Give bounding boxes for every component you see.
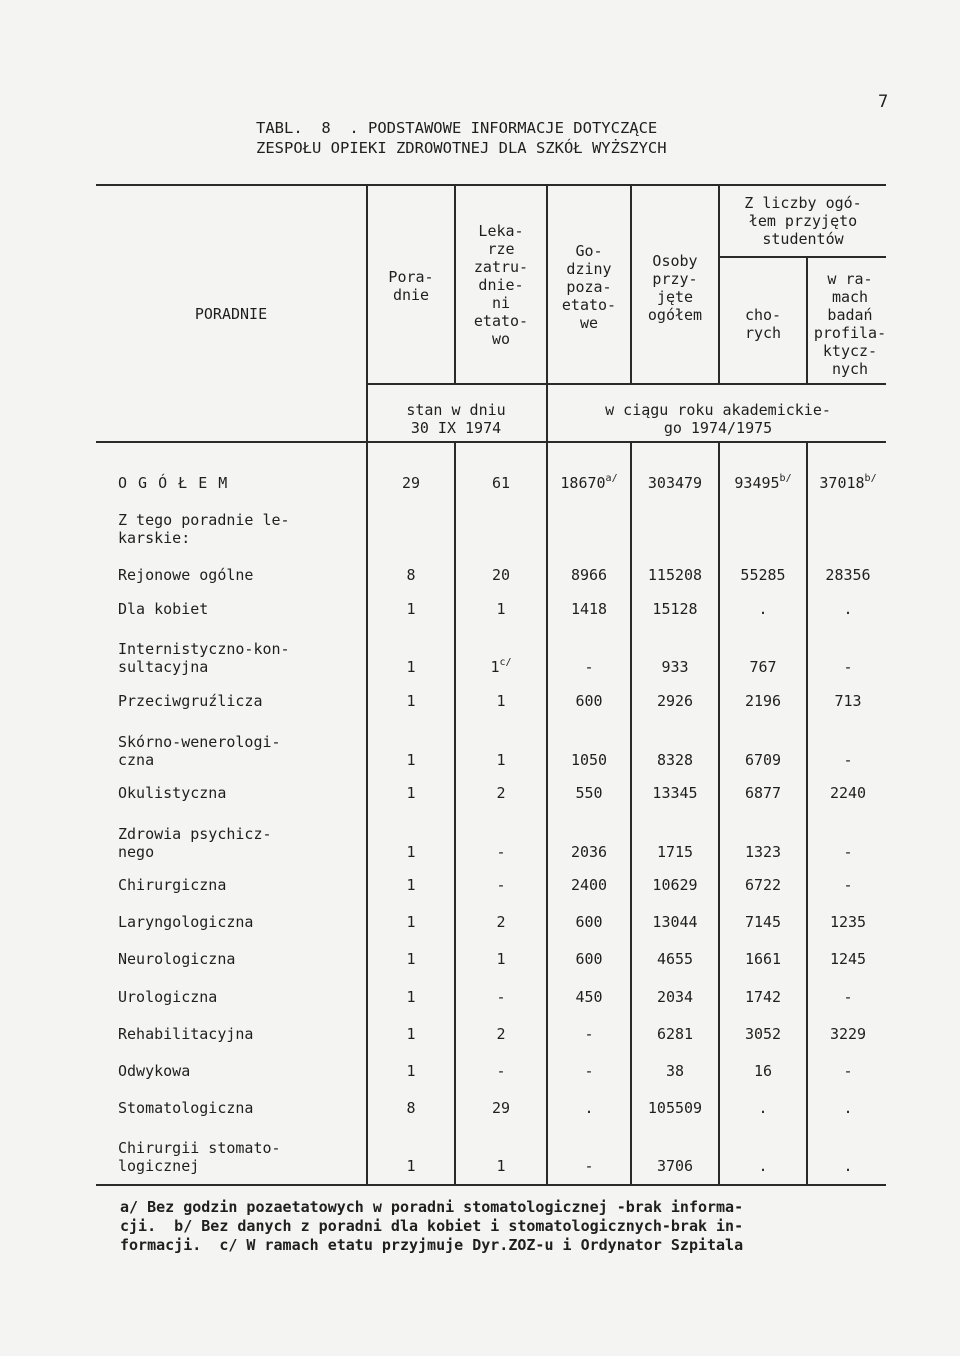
title-line-2: ZESPOŁU OPIEKI ZDROWOTNEJ DLA SZKÓŁ WYŻSZYCH [256, 139, 667, 157]
cell-value: 55285 [740, 566, 786, 584]
cell-profil [808, 1062, 888, 1080]
table-top-rule [96, 184, 886, 186]
cell-value: - [843, 876, 853, 894]
header-profilaktycznych: w ra- mach badań profila- ktycz- nych [813, 270, 887, 378]
cell-chorych [720, 843, 806, 861]
cell-poradnie [368, 1062, 454, 1080]
cell-value: 600 [575, 950, 603, 968]
header-mid-rule [366, 383, 886, 385]
table-bottom-rule [96, 1184, 886, 1186]
cell-poradnie [368, 600, 454, 618]
cell-value: - [496, 876, 506, 894]
row-label: Internistyczno-kon- sultacyjna [118, 640, 290, 676]
cell-value: 2 [496, 913, 506, 931]
cell-value: 1715 [656, 843, 694, 861]
cell-osoby [632, 692, 718, 710]
cell-value: - [584, 1025, 594, 1043]
cell-lekarze [456, 692, 546, 710]
cell-profil [808, 1157, 888, 1175]
cell-value: 1 [406, 658, 416, 676]
cell-osoby [632, 1062, 718, 1080]
cell-value: 550 [575, 784, 603, 802]
cell-value: 105509 [647, 1099, 703, 1117]
cell-value: 3706 [656, 1157, 694, 1175]
row-label: Neurologiczna [118, 950, 236, 968]
cell-value: 2400 [570, 876, 608, 894]
cell-godziny [548, 1157, 630, 1175]
cell-lekarze [456, 1062, 546, 1080]
header-chorych: cho- rych [744, 306, 782, 342]
cell-value: 93495 [734, 474, 780, 492]
cell-profil [808, 1025, 888, 1043]
cell-value: - [843, 843, 853, 861]
table-title [256, 118, 667, 158]
row-label: Z tego poradnie le- karskie: [118, 511, 290, 547]
cell-chorych [720, 658, 806, 676]
cell-value: 1742 [744, 988, 782, 1006]
cell-godziny [548, 692, 630, 710]
cell-poradnie [368, 784, 454, 802]
cell-value: 2 [496, 784, 506, 802]
cell-value: 1 [496, 692, 506, 710]
cell-value: 1 [406, 913, 416, 931]
cell-godziny [548, 566, 630, 584]
cell-value: 6281 [656, 1025, 694, 1043]
cell-value: 1 [406, 1025, 416, 1043]
cell-value: - [843, 658, 853, 676]
row-label: Chirurgiczna [118, 876, 227, 894]
cell-value: 37018 [819, 474, 865, 492]
cell-poradnie [368, 474, 454, 492]
cell-chorych [720, 876, 806, 894]
cell-value: 713 [834, 692, 862, 710]
cell-value: 1 [406, 1062, 416, 1080]
cell-value: 1 [406, 950, 416, 968]
cell-profil [808, 876, 888, 894]
cell-godziny [548, 876, 630, 894]
cell-profil [808, 658, 888, 676]
cell-lekarze [456, 950, 546, 968]
cell-osoby [632, 988, 718, 1006]
footnote: a/ Bez godzin pozaetatowych w poradni stomatologicznej -brak informa- cji. b/ Bez danych z poradni dla kobiet i stomatologicznych-brak in- formacji. c/ W ramach etatu przyjmuje Dyr.ZOZ-u i Ordynator Szpitala [120, 1198, 744, 1254]
cell-chorych [720, 1025, 806, 1043]
cell-chorych [720, 474, 806, 492]
cell-value: 18670 [560, 474, 606, 492]
cell-lekarze [456, 658, 546, 676]
header-poradnie-count: Pora- dnie [388, 268, 434, 304]
cell-value: . [843, 1157, 853, 1175]
cell-godziny [548, 784, 630, 802]
cell-value: 10629 [652, 876, 698, 894]
cell-profil [808, 566, 888, 584]
cell-value: 600 [575, 913, 603, 931]
cell-chorych [720, 600, 806, 618]
cell-value: 29 [401, 474, 421, 492]
row-label: Rejonowe ogólne [118, 566, 254, 584]
cell-lekarze [456, 876, 546, 894]
cell-lekarze [456, 751, 546, 769]
cell-osoby [632, 1157, 718, 1175]
cell-value: 303479 [647, 474, 703, 492]
cell-value: 2196 [744, 692, 782, 710]
cell-lekarze [456, 1099, 546, 1117]
header-godziny: Go- dziny poza- etato- we [561, 242, 617, 332]
cell-value: 61 [491, 474, 511, 492]
cell-profil [808, 784, 888, 802]
cell-value: 1235 [829, 913, 867, 931]
cell-godziny [548, 474, 630, 492]
cell-value: 13044 [652, 913, 698, 931]
cell-value: 1050 [570, 751, 608, 769]
cell-chorych [720, 1157, 806, 1175]
header-w-ciagu: w ciągu roku akademickie- go 1974/1975 [605, 401, 831, 437]
cell-profil [808, 950, 888, 968]
cell-value: 13345 [652, 784, 698, 802]
page-number: 7 [878, 92, 889, 112]
cell-value: 1 [406, 1157, 416, 1175]
footnote-marker: b/ [779, 473, 792, 484]
cell-poradnie [368, 1025, 454, 1043]
cell-osoby [632, 843, 718, 861]
cell-value: . [758, 1157, 768, 1175]
cell-value: 3229 [829, 1025, 867, 1043]
row-label: O G Ó Ł E M [118, 474, 229, 492]
cell-lekarze [456, 474, 546, 492]
cell-godziny [548, 1025, 630, 1043]
cell-value: 1 [406, 751, 416, 769]
cell-value: 6877 [744, 784, 782, 802]
cell-chorych [720, 692, 806, 710]
footnote-marker: a/ [605, 473, 618, 484]
cell-value: - [843, 751, 853, 769]
cell-value: . [758, 1099, 768, 1117]
cell-poradnie [368, 988, 454, 1006]
cell-osoby [632, 658, 718, 676]
cell-value: - [496, 1062, 506, 1080]
cell-profil [808, 913, 888, 931]
cell-chorych [720, 913, 806, 931]
cell-value: . [843, 1099, 853, 1117]
cell-osoby [632, 600, 718, 618]
row-label: Urologiczna [118, 988, 218, 1006]
cell-profil [808, 751, 888, 769]
cell-poradnie [368, 876, 454, 894]
cell-value: 8328 [656, 751, 694, 769]
cell-godziny [548, 988, 630, 1006]
cell-value: 2926 [656, 692, 694, 710]
cell-profil [808, 600, 888, 618]
cell-osoby [632, 950, 718, 968]
cell-osoby [632, 474, 718, 492]
cell-value: 1 [496, 950, 506, 968]
header-group-studenci: Z liczby ogó- łem przyjęto studentów [744, 194, 862, 248]
cell-godziny [548, 600, 630, 618]
cell-value: 15128 [652, 600, 698, 618]
cell-osoby [632, 1025, 718, 1043]
cell-value: 1 [496, 600, 506, 618]
row-label: Odwykowa [118, 1062, 191, 1080]
cell-value: 1245 [829, 950, 867, 968]
cell-chorych [720, 1099, 806, 1117]
cell-value: 1 [406, 784, 416, 802]
cell-godziny [548, 1099, 630, 1117]
footnote-marker: b/ [864, 473, 877, 484]
cell-value: - [496, 988, 506, 1006]
cell-value: 28356 [825, 566, 871, 584]
cell-value: 16 [753, 1062, 773, 1080]
row-label: Przeciwgruźlicza [118, 692, 263, 710]
cell-value: - [584, 1157, 594, 1175]
footnote-marker: c/ [499, 657, 512, 668]
cell-value: 2036 [570, 843, 608, 861]
cell-value: 1 [496, 1157, 506, 1175]
cell-value: 1 [406, 600, 416, 618]
cell-lekarze [456, 988, 546, 1006]
cell-value: 4655 [656, 950, 694, 968]
cell-profil [808, 843, 888, 861]
cell-poradnie [368, 843, 454, 861]
cell-value: 450 [575, 988, 603, 1006]
row-label: Chirurgii stomato- logicznej [118, 1139, 281, 1175]
cell-osoby [632, 1099, 718, 1117]
cell-value: 1 [496, 751, 506, 769]
cell-godziny [548, 1062, 630, 1080]
cell-value: 38 [665, 1062, 685, 1080]
cell-poradnie [368, 692, 454, 710]
cell-value: 6722 [744, 876, 782, 894]
header-osoby: Osoby przy- jęte ogółem [647, 252, 703, 324]
title-line-1: TABL. 8 . PODSTAWOWE INFORMACJE DOTYCZĄCE [256, 119, 658, 137]
cell-value: 29 [491, 1099, 511, 1117]
cell-value: 2240 [829, 784, 867, 802]
cell-profil [808, 1099, 888, 1117]
cell-godziny [548, 950, 630, 968]
cell-chorych [720, 1062, 806, 1080]
cell-poradnie [368, 1157, 454, 1175]
cell-value: 20 [491, 566, 511, 584]
header-lekarze: Leka- rze zatru- dnie- ni etato- wo [473, 222, 529, 348]
cell-poradnie [368, 1099, 454, 1117]
cell-lekarze [456, 566, 546, 584]
cell-value: - [584, 658, 594, 676]
cell-godziny [548, 658, 630, 676]
cell-value: 8966 [570, 566, 608, 584]
cell-poradnie [368, 658, 454, 676]
row-label: Stomatologiczna [118, 1099, 254, 1117]
cell-value: - [843, 1062, 853, 1080]
cell-value: 1661 [744, 950, 782, 968]
cell-poradnie [368, 913, 454, 931]
cell-lekarze [456, 1157, 546, 1175]
row-label: Dla kobiet [118, 600, 209, 618]
cell-value: 1 [406, 876, 416, 894]
cell-value: 8 [406, 566, 416, 584]
cell-osoby [632, 751, 718, 769]
cell-profil [808, 692, 888, 710]
cell-chorych [720, 988, 806, 1006]
cell-chorych [720, 784, 806, 802]
cell-value: . [758, 600, 768, 618]
cell-value: 6709 [744, 751, 782, 769]
cell-lekarze [456, 784, 546, 802]
cell-value: . [584, 1099, 594, 1117]
cell-lekarze [456, 843, 546, 861]
cell-poradnie [368, 566, 454, 584]
cell-value: 2 [496, 1025, 506, 1043]
header-bottom-rule [96, 441, 886, 443]
cell-value: 2034 [656, 988, 694, 1006]
row-label: Laryngologiczna [118, 913, 254, 931]
row-label: Okulistyczna [118, 784, 227, 802]
cell-poradnie [368, 950, 454, 968]
cell-godziny [548, 843, 630, 861]
cell-value: 115208 [647, 566, 703, 584]
header-poradnie: PORADNIE [194, 305, 268, 323]
cell-value: 767 [749, 658, 777, 676]
cell-value: - [496, 843, 506, 861]
cell-value: 1 [406, 692, 416, 710]
cell-lekarze [456, 913, 546, 931]
cell-value: 1 [406, 843, 416, 861]
header-stan: stan w dniu 30 IX 1974 [406, 401, 506, 437]
cell-value: 1 [490, 658, 500, 676]
cell-osoby [632, 876, 718, 894]
cell-value: 7145 [744, 913, 782, 931]
cell-value: 1418 [570, 600, 608, 618]
cell-profil [808, 988, 888, 1006]
cell-osoby [632, 913, 718, 931]
cell-chorych [720, 566, 806, 584]
cell-value: 8 [406, 1099, 416, 1117]
cell-osoby [632, 566, 718, 584]
cell-value: - [584, 1062, 594, 1080]
cell-poradnie [368, 751, 454, 769]
cell-chorych [720, 950, 806, 968]
cell-godziny [548, 913, 630, 931]
cell-lekarze [456, 600, 546, 618]
cell-profil [808, 474, 888, 492]
cell-lekarze [456, 1025, 546, 1043]
group-header-rule [718, 256, 886, 258]
cell-value: 3052 [744, 1025, 782, 1043]
cell-value: . [843, 600, 853, 618]
row-label: Skórno-wenerologi- czna [118, 733, 281, 769]
cell-value: 1 [406, 988, 416, 1006]
cell-osoby [632, 784, 718, 802]
row-label: Zdrowia psychicz- nego [118, 825, 272, 861]
row-label: Rehabilitacyjna [118, 1025, 254, 1043]
cell-chorych [720, 751, 806, 769]
cell-value: 933 [661, 658, 689, 676]
cell-value: 600 [575, 692, 603, 710]
cell-value: 1323 [744, 843, 782, 861]
cell-value: - [843, 988, 853, 1006]
cell-godziny [548, 751, 630, 769]
